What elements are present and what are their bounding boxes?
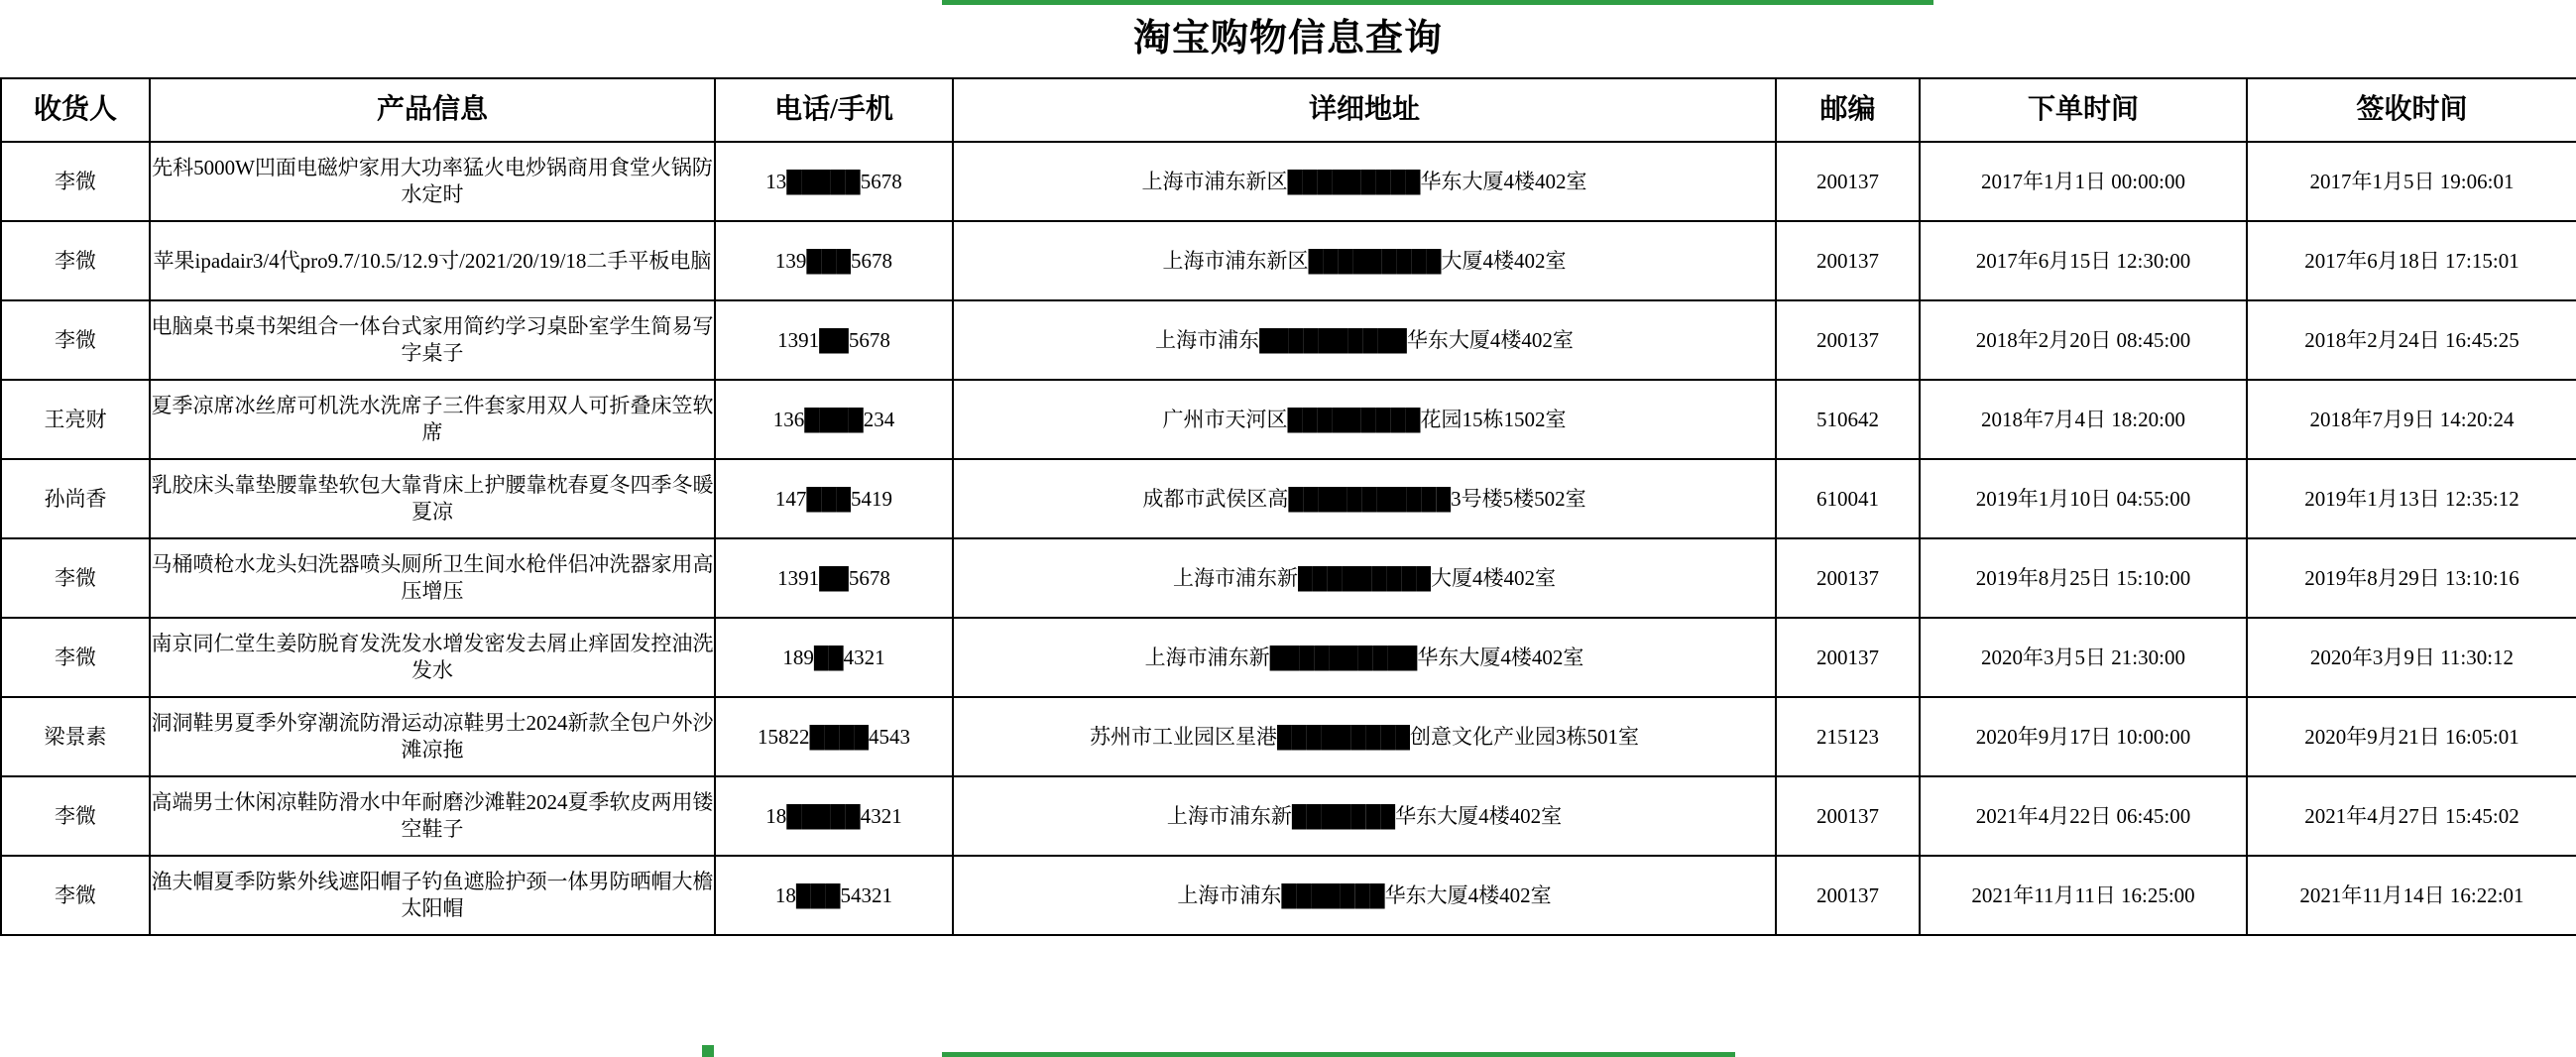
cell-zip: 200137 (1776, 618, 1920, 697)
cell-zip: 610041 (1776, 459, 1920, 538)
cell-name: 李微 (1, 142, 150, 221)
cell-order-time: 2020年3月5日 21:30:00 (1920, 618, 2247, 697)
cell-product: 乳胶床头靠垫腰靠垫软包大靠背床上护腰靠枕春夏冬四季冬暖夏凉 (150, 459, 715, 538)
cell-sign-time: 2019年8月29日 13:10:16 (2247, 538, 2576, 618)
cell-sign-time: 2020年3月9日 11:30:12 (2247, 618, 2576, 697)
cell-sign-time: 2018年7月9日 14:20:24 (2247, 380, 2576, 459)
cell-sign-time: 2020年9月21日 16:05:01 (2247, 697, 2576, 776)
cell-name: 孙尚香 (1, 459, 150, 538)
cell-phone: 136████234 (715, 380, 953, 459)
cell-product: 电脑桌书桌书架组合一体台式家用简约学习桌卧室学生简易写字桌子 (150, 300, 715, 380)
cell-address: 上海市浦东新█████████大厦4楼402室 (953, 538, 1776, 618)
cell-sign-time: 2021年4月27日 15:45:02 (2247, 776, 2576, 856)
cell-zip: 200137 (1776, 856, 1920, 935)
cell-product: 洞洞鞋男夏季外穿潮流防滑运动凉鞋男士2024新款全包户外沙滩凉拖 (150, 697, 715, 776)
cell-phone: 18███54321 (715, 856, 953, 935)
cell-phone: 189██4321 (715, 618, 953, 697)
table-row (1, 697, 2576, 776)
column-header-order-time: 下单时间 (1920, 78, 2247, 142)
cell-phone: 139███5678 (715, 221, 953, 300)
cell-phone: 1391██5678 (715, 300, 953, 380)
cell-zip: 510642 (1776, 380, 1920, 459)
cell-product: 夏季凉席冰丝席可机洗水洗席子三件套家用双人可折叠床笠软席 (150, 380, 715, 459)
cell-product: 高端男士休闲凉鞋防滑水中年耐磨沙滩鞋2024夏季软皮两用镂空鞋子 (150, 776, 715, 856)
cell-phone: 13█████5678 (715, 142, 953, 221)
table-row (1, 142, 2576, 221)
cell-product: 苹果ipadair3/4代pro9.7/10.5/12.9寸/2021/20/19/18二手平板电脑 (150, 221, 715, 300)
column-header-zip: 邮编 (1776, 78, 1920, 142)
table-row (1, 380, 2576, 459)
cell-name: 梁景素 (1, 697, 150, 776)
cell-address: 上海市浦东███████华东大厦4楼402室 (953, 856, 1776, 935)
table-header-row (1, 78, 2576, 142)
cell-product: 渔夫帽夏季防紫外线遮阳帽子钓鱼遮脸护颈一体男防晒帽大檐太阳帽 (150, 856, 715, 935)
table-row (1, 459, 2576, 538)
cell-zip: 200137 (1776, 300, 1920, 380)
cell-order-time: 2020年9月17日 10:00:00 (1920, 697, 2247, 776)
cell-zip: 200137 (1776, 538, 1920, 618)
cell-product: 南京同仁堂生姜防脱育发洗发水增发密发去屑止痒固发控油洗发水 (150, 618, 715, 697)
cell-sign-time: 2017年6月18日 17:15:01 (2247, 221, 2576, 300)
cell-address: 上海市浦东新██████████华东大厦4楼402室 (953, 618, 1776, 697)
cell-zip: 200137 (1776, 776, 1920, 856)
cell-name: 李微 (1, 300, 150, 380)
cell-address: 上海市浦东新区█████████华东大厦4楼402室 (953, 142, 1776, 221)
cell-name: 李微 (1, 221, 150, 300)
cell-order-time: 2017年1月1日 00:00:00 (1920, 142, 2247, 221)
cell-name: 李微 (1, 618, 150, 697)
cell-order-time: 2019年1月10日 04:55:00 (1920, 459, 2247, 538)
cell-address: 上海市浦东██████████华东大厦4楼402室 (953, 300, 1776, 380)
cell-address: 成都市武侯区高███████████3号楼5楼502室 (953, 459, 1776, 538)
cell-order-time: 2017年6月15日 12:30:00 (1920, 221, 2247, 300)
cell-address: 上海市浦东新███████华东大厦4楼402室 (953, 776, 1776, 856)
document-title-bar (0, 0, 2576, 77)
cell-phone: 1391██5678 (715, 538, 953, 618)
page-title: 淘宝购物信息查询 (1132, 18, 1443, 59)
cell-order-time: 2018年2月20日 08:45:00 (1920, 300, 2247, 380)
cell-phone: 147███5419 (715, 459, 953, 538)
cell-address: 上海市浦东新区█████████大厦4楼402室 (953, 221, 1776, 300)
cell-sign-time: 2017年1月5日 19:06:01 (2247, 142, 2576, 221)
table-row (1, 856, 2576, 935)
column-header-address: 详细地址 (953, 78, 1776, 142)
cell-order-time: 2018年7月4日 18:20:00 (1920, 380, 2247, 459)
table-row (1, 538, 2576, 618)
table-row (1, 618, 2576, 697)
cell-order-time: 2019年8月25日 15:10:00 (1920, 538, 2247, 618)
cell-zip: 200137 (1776, 142, 1920, 221)
table-row (1, 776, 2576, 856)
column-header-product: 产品信息 (150, 78, 715, 142)
cell-sign-time: 2021年11月14日 16:22:01 (2247, 856, 2576, 935)
cell-order-time: 2021年11月11日 16:25:00 (1920, 856, 2247, 935)
cell-phone: 15822████4543 (715, 697, 953, 776)
cell-zip: 215123 (1776, 697, 1920, 776)
bottom-accent-rule (942, 1052, 1735, 1057)
cell-address: 苏州市工业园区星港█████████创意文化产业园3栋501室 (953, 697, 1776, 776)
cell-product: 马桶喷枪水龙头妇洗器喷头厕所卫生间水枪伴侣冲洗器家用高压增压 (150, 538, 715, 618)
column-header-name: 收货人 (1, 78, 150, 142)
table-row (1, 300, 2576, 380)
orders-table (0, 77, 2576, 936)
cell-name: 王亮财 (1, 380, 150, 459)
cell-name: 李微 (1, 856, 150, 935)
cell-sign-time: 2018年2月24日 16:45:25 (2247, 300, 2576, 380)
cell-sign-time: 2019年1月13日 12:35:12 (2247, 459, 2576, 538)
column-header-sign-time: 签收时间 (2247, 78, 2576, 142)
cell-phone: 18█████4321 (715, 776, 953, 856)
cell-name: 李微 (1, 538, 150, 618)
cell-address: 广州市天河区█████████花园15栋1502室 (953, 380, 1776, 459)
cell-product: 先科5000W凹面电磁炉家用大功率猛火电炒锅商用食堂火锅防水定时 (150, 142, 715, 221)
bottom-accent-tick (702, 1045, 714, 1057)
cell-name: 李微 (1, 776, 150, 856)
cell-zip: 200137 (1776, 221, 1920, 300)
column-header-phone: 电话/手机 (715, 78, 953, 142)
cell-order-time: 2021年4月22日 06:45:00 (1920, 776, 2247, 856)
table-row (1, 221, 2576, 300)
